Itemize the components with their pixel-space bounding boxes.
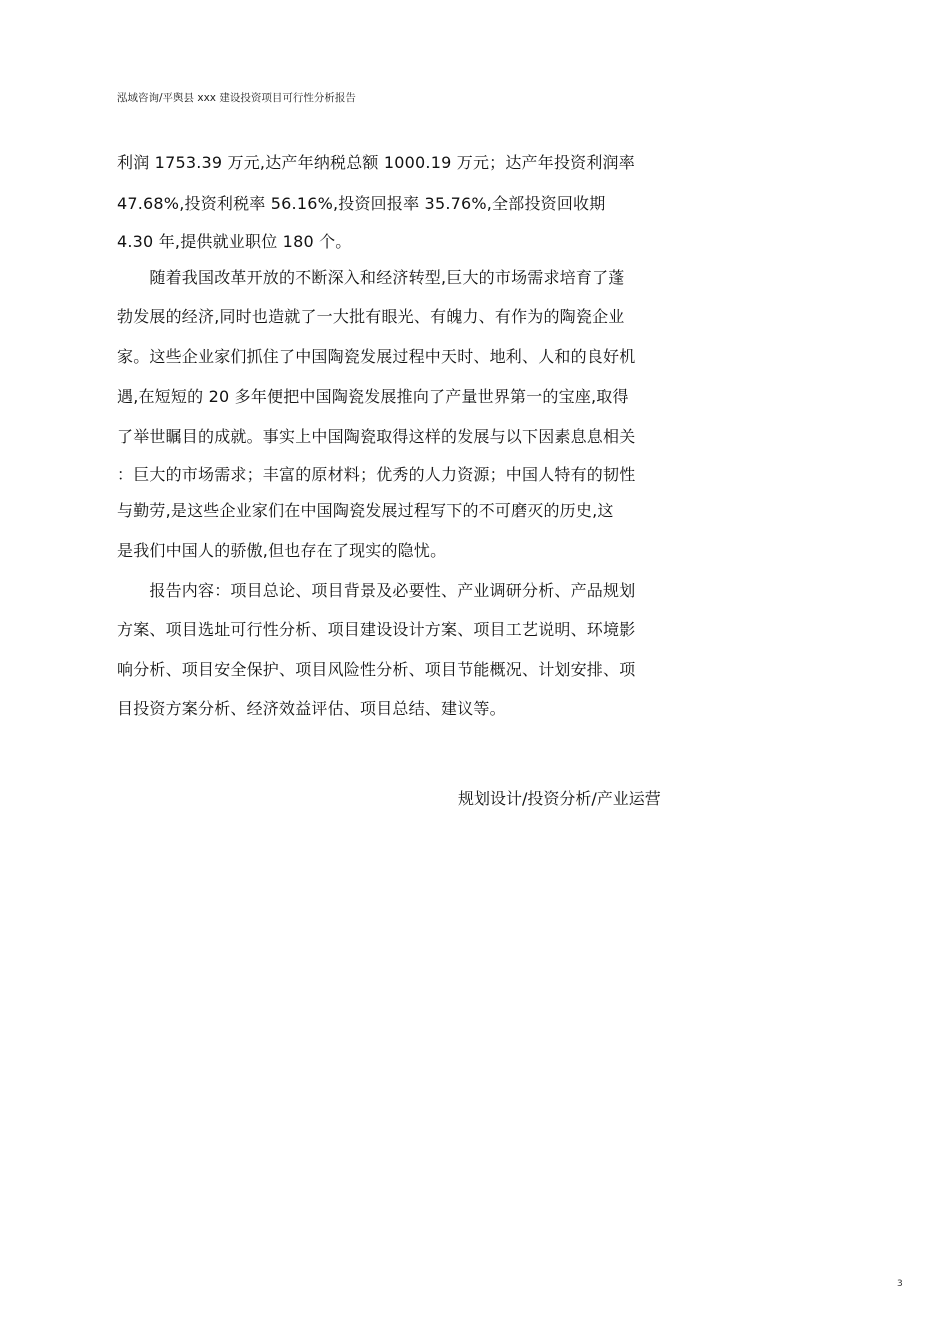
page-number: 3 <box>897 1279 903 1289</box>
body-line: 目投资方案分析、经济效益评估、项目总结、建议等。 <box>117 699 506 718</box>
body-line: 了举世瞩目的成就。事实上中国陶瓷取得这样的发展与以下因素息息相关 <box>117 427 636 446</box>
body-line: 家。这些企业家们抓住了中国陶瓷发展过程中天时、地利、人和的良好机 <box>117 347 636 366</box>
body-line: ：巨大的市场需求；丰富的原材料；优秀的人力资源；中国人特有的韧性 <box>117 465 636 484</box>
body-line: 遇,在短短的 20 多年便把中国陶瓷发展推向了产量世界第一的宝座,取得 <box>117 387 629 406</box>
body-line: 利润 1753.39 万元,达产年纳税总额 1000.19 万元；达产年投资利润率 <box>117 153 635 172</box>
body-line: 方案、项目选址可行性分析、项目建设设计方案、项目工艺说明、环境影 <box>117 620 636 639</box>
body-line: 报告内容：项目总论、项目背景及必要性、产业调研分析、产品规划 <box>117 581 636 600</box>
signature-line: 规划设计/投资分析/产业运营 <box>458 789 661 808</box>
body-line: 随着我国改革开放的不断深入和经济转型,巨大的市场需求培育了蓬 <box>117 268 625 287</box>
body-line: 是我们中国人的骄傲,但也存在了现实的隐忧。 <box>117 541 447 560</box>
running-header: 泓域咨询/平舆县 xxx 建设投资项目可行性分析报告 <box>117 92 356 104</box>
body-line: 响分析、项目安全保护、项目风险性分析、项目节能概况、计划安排、项 <box>117 660 636 679</box>
body-line: 勃发展的经济,同时也造就了一大批有眼光、有魄力、有作为的陶瓷企业 <box>117 307 625 326</box>
body-line: 与勤劳,是这些企业家们在中国陶瓷发展过程写下的不可磨灭的历史,这 <box>117 501 614 520</box>
body-line: 47.68%,投资利税率 56.16%,投资回报率 35.76%,全部投资回收期 <box>117 194 606 213</box>
body-line: 4.30 年,提供就业职位 180 个。 <box>117 232 352 251</box>
